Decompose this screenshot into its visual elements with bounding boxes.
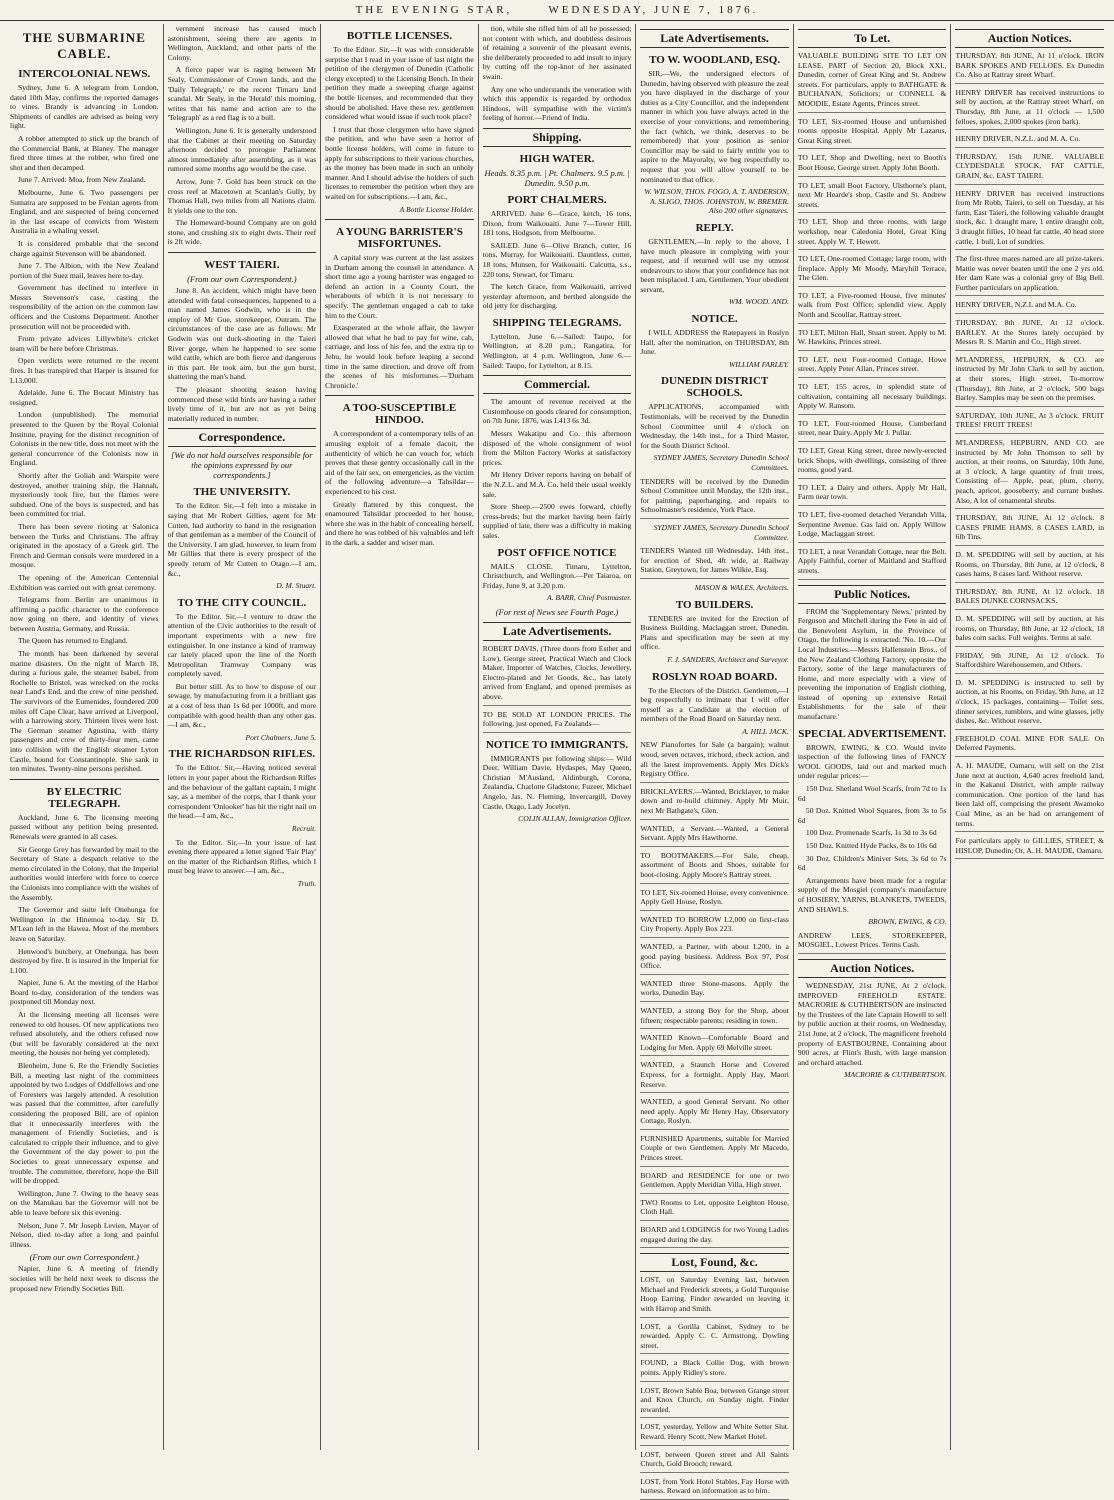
to-let-ad: TO LET, Shop and three rooms, with large workshop, near Caledonia Hotel, Great King street. Apply W. T. Hewett.: [798, 217, 947, 250]
tender-signature: SYDNEY JAMES, Secretary Dunedin School Committee.: [653, 522, 789, 542]
news-paragraph: A fierce paper war is raging between Mr Sealy, Commissioner of Crown lands, and the 'Daily Telegraph,' re the recent Timaru land scandal. Mr Sealy, in the 'Herald' this morning, writes that his name and action are to the 'Telegraph' as a red flag is to a bull.: [167, 65, 317, 123]
to-let-ad: TO LET, five-roomed detached Verandah Villa, Serpentine Avenue. Gas laid on. Apply Willow Lodge, Maclaggan street.: [798, 510, 947, 543]
auction-ad: FRIDAY, 9th JUNE, At 12 o'clock. To Staffordshire Warehousemen, and Others.: [955, 651, 1104, 674]
auction-ad: HENRY DRIVER, N.Z.L and M.A. Co.: [955, 300, 1104, 314]
column-6: [794, 24, 952, 1450]
classified-ad: WANTED, a strong Boy for the Shop, about fifteen; respectable parents; residing in town.: [640, 1006, 789, 1029]
classified-ad: TO BOOTMAKERS.—For Sale, cheap, assortment of Boots and Shoes, suitable for boot-closing. Apply Moore's Rattray street.: [640, 851, 789, 884]
news-paragraph: The Queen has returned to England.: [18, 636, 128, 646]
lost-found-ad: LOST, on Saturday Evening last, between Michael and Frederick streets, a Gold Turquoise Hoop Earring. Finder rewarded on leaving it with Harrop and Smith.: [640, 1275, 789, 1317]
news-paragraph: The opening of the American Centennial Exhibition was carried out with great ceremony.: [10, 572, 159, 592]
classified-ad: TWO Rooms to Let, opposite Leighton House, Cloth Hall.: [640, 1198, 789, 1221]
auction-ad: THURSDAY, 8th JUNE, At 11 o'clock. IRON BARK SPOKES AND FELLOES. Ex Dunedin Co. Also at Rattray street Wharf.: [955, 51, 1104, 84]
classified-ad: WANTED TO BORROW L2,000 on first-class City Property. Apply Box 223.: [640, 915, 789, 938]
to-let-ad: TO LET, 155 acres, in splendid state of cultivation, containing all necessary buildings. Apply W. Ransom.: [798, 382, 947, 415]
letter-body: To the Editor. Sir,—I venture to draw the attention of the Civic authorities to the result of important experiments with a new fire extinguisher. In one instance a kind of tramway car lately placed upon the line of the North Metropolitan Tramway Company was completely saved.: [167, 611, 317, 679]
auction-ad: SATURDAY, 10th JUNE, At 3 o'clock. FRUIT TREES! FRUIT TREES!: [955, 411, 1104, 434]
reply-body: GENTLEMEN,—In reply to the above, I have much pleasure in complying with your request, and if returned will use my utmost endeavours to show that your confidence has not been misplaced. I am, Gentlemen, Your obedient servant,: [640, 236, 789, 294]
to-let-ad: TO LET, small Boot Factory, Ulsthorne's plant, next Mr Hearde's shop, Castle and St. Andrew streets.: [798, 181, 947, 214]
news-paragraph: vernment increase has caused much astonishment, seeing there are agents in Wellington, Auckland, and other parts of the Colony.: [167, 24, 317, 62]
news-paragraph: Shortly after the Goliah and Warspite were destroyed, another training ship, the Hannah, mysteriously took fire, but the flames were subdued. One of the boys is suspected, and has been committed for trial.: [10, 470, 159, 519]
letter-title-bottle-licenses: BOTTLE LICENSES.: [346, 30, 453, 42]
headline-susceptible-hindoo: A TOO-SUSCEPTIBLE HINDOO.: [342, 402, 457, 427]
headline-electric-telegraph: BY ELECTRIC TELEGRAPH.: [46, 785, 122, 810]
goods-list-item: 50 Doz. Knitted Wool Squares, from 3s to 5s 6d: [797, 806, 947, 825]
section-late-advertisements: Late Advertisements.: [640, 29, 789, 48]
auction-ad: D. M. SPEDDING will sell by auction, at his rooms, on Thursday, 8th June, at 12 o'clock, 18 bales corn sacks. Full weights. Terms at sale.: [955, 614, 1104, 647]
news-paragraph: Melbourne, June 6. Two passengers per Sumatra are supposed to be Fenian agents from England, and are suspected of being concerned in the last escape of convicts from Western Australia in a whaling vessel.: [10, 187, 159, 236]
news-paragraph: From private advices Lillywhite's cricket team will be here before Christmas.: [10, 334, 159, 353]
article-paragraph: tion, while she rifled him of all he possessed; not content with which, and doubtless desirous of retaining a souvenir of the pleasant events, she deliberately proceeded to add insult to injury by cutting off the top-knot of her assinated swain.: [482, 24, 632, 81]
news-paragraph: The Governor and suite left Onehunga for Wellington in the Hinemoa to-day. Sir D. M'Lean left in the Hawea. Most of the members leave on Saturday.: [10, 905, 159, 943]
news-paragraph: Government has declined to interfere in Messrs Stevenson's case, casting the responsibility of the action on the common law officers and the Customs Department. Another prosecution will not be proceeded with.: [10, 283, 159, 331]
goods-list-item: 150 Doz. Knitted Hyde Packs, 8s to 10s 6d: [805, 841, 937, 850]
lost-found-ad: LOST, between Queen street and All Saints Church, Gold Brooch; reward.: [640, 1450, 789, 1473]
notice-signature: WILLIAM FARLEY.: [728, 359, 789, 369]
goods-list-item: 30 Doz. Children's Miniver Sets, 3s 6d to 7s 6d: [797, 853, 947, 873]
news-paragraph: Henwood's butchery, at Onehunga, has been destroyed by fire. It is insured in the Imperial for L100.: [10, 946, 159, 975]
road-board-title: ROSLYN ROAD BOARD.: [652, 670, 778, 683]
section-shipping: Shipping.: [483, 128, 632, 147]
building-site-ad: VALUABLE BUILDING SITE TO LET ON LEASE. PART of Section 20, Block XXI., Dunedin, corner of Great King and St. Andrew streets. For particulars, apply to BATHGATE & BUCHANAN, Solicitors; or CONNELL & MOODIE, Estate Agents, Princes street.: [798, 51, 947, 113]
news-paragraph: The Homeward-bound Company are on gold stone, and crushing six to eight dwts. Their reef is 2ft wide.: [167, 218, 317, 247]
classified-ad: FURNISHED Apartments, suitable for Married Couple or two Gentlemen. Apply Mr Macedo, Princes street.: [640, 1134, 789, 1167]
divider: [325, 219, 474, 220]
lost-found-ad: LOST, a Gorilla Cabinet, Sydney to be rewarded. Apply C. C. Armstrong, Dowling street.: [640, 1322, 789, 1355]
requisition-title: TO W. WOODLAND, ESQ.: [649, 54, 781, 66]
section-lost-found: Lost, Found, &c.: [640, 1253, 789, 1272]
shipping-paragraph: SAILED. June 6—Olive Branch, cutter, 16 tons, Murray, for Waikouaiti. Dauntless, cutter, 18 tons, Munsen, for Waikouaiti. Calcutta, s.s., 220 tons, Stewart, for Timaru.: [482, 240, 632, 279]
commercial-paragraph: Messrs Wakatipu and Co. this afternoon disposed of the whole consignment of wool from the Milton Factory Works at satisfactory prices.: [482, 429, 632, 467]
special-advertisement-note: Arrangements have been made for a regular supply of the Mosgiel (company's manufacture of HOSIERY, YARNS, BLANKETS, TWEEDS, AND SHAWLS.: [797, 875, 947, 914]
headline-young-barrister: A YOUNG BARRISTER'S MISFORTUNES.: [336, 226, 463, 251]
port-chalmers-title: PORT CHALMERS.: [507, 193, 607, 206]
subhead-intercolonial-news: INTERCOLONIAL NEWS.: [18, 68, 151, 80]
notice-body: To the Electors of the District. Gentlemen,—I beg respectfully to intimate that I will offer myself as a Candidate at the election of members of the Road Board on Saturday next.: [640, 685, 789, 724]
reply-title: REPLY.: [695, 221, 734, 234]
letter-title-city-council: TO THE CITY COUNCIL.: [177, 596, 307, 609]
news-paragraph: Sir George Grey has forwarded by mail to the Secretary of State a despatch relative to the memo circulated in the Colony, that the Imperial authorities would interfere with force to coerce the Colonists into compliance with the wishes of the Assembly.: [10, 844, 159, 902]
headline-west-taieri: WEST TAIERI.: [204, 259, 280, 272]
letter-body: To the Editor. Sir,—I felt into a mistake in saying that Mr Robert Gillies, agent for Mr Cutten, had authority to hand in the resignation of that gentleman as a member of the Council of the University. I am glad, however, to learn from Mr Gillies that there is every prospect of the speedy return of Mr Cutten to Otago.—I am, &c.,: [167, 501, 317, 578]
notice-body: I WILL ADDRESS the Ratepayers in Roslyn Hall, after the nomination, on THURSDAY, 8th June.: [640, 328, 789, 357]
article-paragraph: Exasperated at the whole affair, the lawyer allowed that what he had to pay for wine, cab, carriage, and loss of his fee, and the extra tip to Jehu, he would look before leaping a second time in the same direction, and drove off from the scenes of his misfortunes.—'Durham Chronicle.': [325, 323, 474, 390]
news-paragraph: Arrow, June 7. Gold has been struck on the cross reef at Macetown at Scanlan's Gully, by Thomas Hall, two miles from all Nations claim. It yields one to the ton.: [167, 176, 317, 215]
to-let-ad: TO LET, Six-roomed House and unfurnished rooms opposite Hospital. Apply Mr Lazarus, Great King street.: [798, 117, 947, 150]
lost-found-ad: LOST, from York Hotel Stables, Fay Horse with harness. Reward on information as to him.: [640, 1477, 789, 1500]
auction-ad: A. H. MAUDE, Oamaru, will sell on the 21st June next at auction, 4,640 acres freehold land, in the Kakanui District, with ample railway communication. One portion of the land has been laid off, comprising the present Awamoko Coal Mine, as an be had on arrangement of terms.: [955, 761, 1104, 832]
goods-list-item: 150 Doz. Shetland Wool Scarfs, from 7d to 1s 6d: [797, 784, 947, 803]
news-paragraph: Wellington, June 6. It is generally understood that the Cabinet at their meeting on Saturday afternoon decided to prorogue Parliament almost immediately after assembling, as it was rumored some months ago would be the case.: [167, 125, 317, 174]
district-schools-title: DUNEDIN DISTRICT SCHOOLS.: [660, 375, 769, 400]
shipping-paragraph: ARRIVED. June 6—Grace, ketch, 16 tons, Dixon, from Waikouaiti. June 7—Tower Hill, 181 tons, Hodgson, from Melbourne.: [482, 208, 632, 238]
letter-title-richardson-rifles: THE RICHARDSON RIFLES.: [168, 748, 316, 761]
notice-paragraph: IMMIGRANTS per following ships:— Wild Deer, William Davie, Hydaspes, May Queen, Christian M'Ausland, Aldinburgh, Corona, Zealandia, Charlotte Gladstone, Fuzeer, Michael Angelo, Jas. N. Fleming, Invercargill, Dovey Castle, Otago, Lady Jocelyn.: [482, 753, 632, 811]
auction-ad: THURSDAY, 8th JUNE, At 12 o'clock. BARLEY. At the Stores lately occupied by Messrs R. S. Martin and Co., High street.: [955, 318, 1104, 351]
column-3: [321, 24, 479, 1450]
to-let-ad: TO LET, Great King street, three newly-erected brick Shops, with dwellings, consisting of three rooms, good yard.: [798, 446, 947, 479]
to-let-ad: TO LET, a Dairy and others. Apply Mr Hall, Farm near town.: [798, 483, 947, 506]
news-continued-note: (For rest of News see Fourth Page.): [495, 606, 619, 617]
news-paragraph: Napier, June 6. A meeting of friendly societies will be held next week to discuss the proposed new Friendly Societies Bill.: [10, 1264, 159, 1293]
letter-title-university: THE UNIVERSITY.: [193, 486, 291, 499]
classified-ad: WANTED, a good General Servant. No other need apply. Apply Mr Henry Hay, Observatory Cottage, Roslyn.: [640, 1097, 789, 1130]
masthead-date: WEDNESDAY, JUNE 7, 1876.: [548, 4, 759, 16]
letter-body: To the Editor. Sir,—Having noticed several letters in your paper about the Richardson Rifles and the behaviour of the gallant captain, I might say, as a member of the corps, that I thank your correspondent 'Onlooker' has hit the right nail on the head.—I am, &c.,: [167, 763, 317, 821]
disclaimer-note: [We do not hold ourselves responsible for the opinions expressed by our correspondents.]: [171, 450, 313, 481]
storekeeper-ad: ANDREW LEES, STOREKEEPER, MOSGIEL, Lowest Prices. Terms Cash.: [798, 931, 947, 954]
to-let-ad: TO LET, Four-roomed House, Cumberland street, near Dairy. Apply Mr J. Pullar.: [798, 419, 947, 442]
notice-body: TENDERS are invited for the Erection of Business Building, Maclaggan street, Dunedin. Plans and specification may be seen at my office.: [640, 613, 789, 652]
tender-advertisement: TENDERS will be received by the Dunedin School Committee until Monday, the 12th inst., for painting, paperhanging, and repairs to Schoolmaster's residence, York Place.: [640, 477, 789, 519]
special-advertisement-title: SPECIAL ADVERTISEMENT.: [798, 727, 947, 740]
high-water-times: Heads. 8.35 p.m. | Pt. Chalmers. 9.5 p.m. | Dunedin. 9.50 p.m.: [484, 167, 630, 188]
high-water-title: HIGH WATER.: [519, 152, 595, 165]
news-paragraph: Adelaide, June 6. The Bocaut Ministry has resigned.: [10, 388, 159, 407]
news-paragraph: At the licensing meeting all licenses were renewed to old houses. Of new applications two refused absolutely, and the others refused now (but will be favorably considered at the next meeting, the houses not being yet completed).: [10, 1010, 159, 1058]
section-auction-notices: Auction Notices.: [955, 29, 1104, 48]
letter-body: To the Editor. Sir,—It was with considerable surprise that I read in your issue of last night the petition of the clergymen of Dunedin (Catholic clergy excepted) to the Licensing Bench. In their petition they made a sweeping charge against the bottle licenses, and recommended that they should be abolished. Have these rev. gentlemen considered what would issue if such took place?: [325, 45, 474, 122]
tender-advertisement: TENDERS Wanted till Wednesday, 14th inst., for erection of Shed, 4ft wide, at Railway Station, Greytown, for James Wilkie, Esq.: [640, 546, 789, 579]
requisition-body: SIR,—We, the undersigned electors of Dunedin, having observed with pleasure the zeal you have displayed in the discharge of your duties as a City Councillor, and the independent manner in which you have always acted in the exercise of your convictions, and remembering the fact (which, we think, deserves to be remembered) that your position as senior Councillor may be said to fairly entitle you to aspire to the Mayoralty, we beg respectfully to request that you will allow yourself to be nominated to that office.: [640, 69, 789, 184]
section-public-notices: Public Notices.: [798, 585, 947, 604]
advertisement-robert-davis: ROBERT DAVIS, (Three doors from Esther and Low), George street, Practical Watch and Clock Maker, Importer of Watches, Clocks, Jewellery, Electro-plated and Jet Goods, &c., has lately arrived from England, and opened premises as above.: [483, 644, 632, 706]
masthead-title: THE EVENING STAR,: [355, 4, 513, 16]
lost-found-ad: LOST, yesterday, Yellow and White Setter Slut. Reward. Henry Scott, New Market Hotel.: [640, 1422, 789, 1445]
notice-signature: F. J. SANDERS, Architect and Surveyor.: [667, 654, 789, 664]
news-paragraph: Open verdicts were returned re the recent fires. It has transpired that Harper is insured for L13,000.: [10, 356, 159, 385]
shipping-paragraph: The ketch Grace, from Waikouaiti, arrived yesterday afternoon, and berthed alongside the old jetty for discharging.: [482, 282, 632, 311]
article-paragraph: Greatly flattered by this conquest, the enamoured Tahsildar proceeded to her house, where she was in the habit of concealing herself, and there he was robbed of his valuables and left in the dark, a sadder and wiser man.: [325, 499, 474, 547]
divider: [10, 779, 159, 780]
auction-ad: THURSDAY, 8th JUNE, At 12 o'clock. 8 CASES PRIME HAMS. 8 CASES LARD, in 6lb Tins.: [955, 513, 1104, 546]
news-paragraph: Napier, June 6. At the meeting of the Harbor Board to-day, consideration of the tenders was postponed till Monday next.: [10, 978, 159, 1007]
requisition-signatures: W. WILSON, THOS. FOGO, A. T. ANDERSON, A. SLIGO, THOS. JOHNSTON, W. BREMER. Also 200 other signatures.: [644, 187, 789, 216]
post-office-notice-title: POST OFFICE NOTICE: [497, 546, 617, 559]
news-paragraph: June 7. Arrived: Moa, from New Zealand.: [18, 175, 146, 185]
to-let-ad: TO LET, a Five-roomed House, five minutes' walk from Post Office; splendid view. Apply North and Scoullar, Rattray street.: [798, 291, 947, 324]
column-5: [636, 24, 794, 1496]
advertisement-signature: BROWN, EWING, & CO.: [868, 917, 947, 927]
auction-ad: D. M. SPEDDING is instructed to sell by auction, at his Rooms, on Friday, 9th June, at 12 o'clock, 15 packages, containing— Toilet sets, dinner services, tumblers, and wine glasses, jelly dishes, &c. Without reserve.: [955, 678, 1104, 730]
auction-signature: MACRORIE & CUTHBERTSON.: [844, 1070, 947, 1080]
telegraph-news: [10, 813, 159, 1293]
column-4: [479, 24, 637, 1450]
news-paragraph: It is considered probable that the second charge against Stevenson will be abandoned.: [10, 238, 159, 258]
news-paragraph: The pleasant shooting season having commenced these wild birds are having a rather lively time of it, but are not as yet being materially reduced in number.: [167, 385, 317, 423]
shipping-telegrams-title: SHIPPING TELEGRAMS.: [492, 316, 622, 329]
notice-immigrants-title: NOTICE TO IMMIGRANTS.: [485, 738, 629, 751]
to-let-ad: TO LET, Milton Hall, Stuart street. Apply to M. W. Hawkins, Princes street.: [798, 328, 947, 351]
columns: [6, 24, 1108, 1496]
letter-signature: A Bottle License Holder.: [399, 204, 474, 214]
section-correspondence: Correspondence.: [168, 428, 317, 447]
cable-news: [10, 83, 159, 774]
auction-ad: M'LANDRESS, HEPBURN, & CO. are instructed by Mr John Clark to sell by auction, at their stores, High street, To-morrow (Thursday), 8th June, at 2 o'clock, 500 bags Barley. Samples may be seen on the premises.: [955, 355, 1104, 407]
news-paragraph: Blenheim, June 6. Re the Friendly Societies Bill, a meeting last night of the committees appointed by two Lodges of Oddfellows and one of Foresters was largely attended. A resolution was passed that the committee, after carefully considering the proposed Bill, are of opinion that it unnecessarily interferes with the management of Friendly Societies, and is calculated to cripple their influence, and to give the Government of the day power to put the Societies to great unnecessary expense and trouble. The committee, therefore, hope the Bill will be dropped.: [10, 1061, 159, 1186]
notice-body: APPLICATIONS, accompanied with Testimonials, will be received by the Dunedin School Committee until 4 o'clock on Wednesday, the 14th inst., for a Third Master, for the South District School.: [640, 402, 789, 450]
column-7: [951, 24, 1108, 1450]
classified-ad: BOARD and LODGINGS for two Young Ladies engaged during the day.: [640, 1225, 789, 1248]
divider: [325, 395, 474, 396]
notice-title: NOTICE.: [691, 313, 738, 326]
letter-body: But better still. As to how to dispose of our sewage, by manufacturing from it a brilliant gas at a cost of less than 1s 6d per 1000ft, and more compatible with good health than any other gas.—I am, &c.,: [167, 681, 317, 730]
letter-signature: Truth.: [297, 878, 317, 888]
auction-ad: HENRY DRIVER has received instructions to sell by auction, at the Rattray street Wharf, on Thursday, 8th June, at 11 o'clock — 1,500 felloes, spokes, 2,000 spokes (iron bark).: [955, 88, 1104, 130]
auction-ad: For particulars apply to GILLIES, STREET, & HISLOP, Dunedin; Or, A. H. MAUDE, Oamaru.: [955, 836, 1104, 859]
auction-ad: THURSDAY, 8th JUNE, At 12 o'clock. 18 BALES DUNKE CORNSACKS.: [955, 587, 1104, 610]
section-auction-notices: Auction Notices.: [798, 959, 947, 978]
headline-submarine-cable: THE SUBMARINE CABLE.: [22, 30, 146, 61]
letter-signature: Port Chalmers, June 5.: [245, 732, 317, 742]
article-paragraph: A correspondent of a contemporary tells of an amusing exploit of a female dacoit, the authenticity of which he can vouch for, which proves that these gentry occasionally call in the aid of the fair sex, on emergencies, as the victim of the following adventure—a Tahsildar—experienced to his cost.: [325, 429, 474, 496]
correspondent-note: (From our own Correspondent.): [29, 1252, 139, 1263]
letter-signature: Recruit.: [291, 824, 317, 833]
commercial-paragraph: The amount of revenue received at the Customhouse on goods cleared for consumption, on 7th June, 1876, was L413 6s 3d.: [482, 397, 632, 426]
masthead: [0, 0, 1114, 21]
advertisement-london-prices: TO BE SOLD AT LONDON PRICES. The following, just opened, Fa Zealands—: [483, 710, 632, 733]
lost-found-ad: LOST, Brown Sable Boa, between Grange street and Knox Church, on Sunday night. Finder rewarded.: [640, 1386, 789, 1419]
letter-body: I trust that those clergymen who have signed the petition, and who have seen a horror of bottle license holders, will come in future to apply for subscriptions to their various churches, as the money has been made in such an unholy manner. And I should advise the holders of such licenses to remember the petition when they are waited on for subscriptions.—I am, &c.,: [325, 124, 474, 201]
to-let-ad: TO LET, a neat Verandah Cottage, near the Belt. Apply Faithful, corner of Maitland and Stafford streets.: [798, 547, 947, 580]
shipping-paragraph: Lyttelton, June 6.—Sailed: Taupo, for Wellington, at 8.20 p.m.; Rangatira, for Wellington, at 4 p.m. Wellington, June 6.—Sailed: Taupo, for Lyttelton, at 8.15.: [482, 331, 632, 370]
article-paragraph: A capital story was current at the last assizes in Durham among the counsel in attendance. A short time ago a young barrister was engaged to defend an action in a County Court, the wherabouts of which it is not necessary to specify. The gentleman engaged a cab to take him to the Court.: [325, 253, 474, 320]
article-paragraph: Any one who understands the veneration with which this appendix is regarded by orthodox Hindoos, will sympathise with the victim's feeling of horror.—Friend of India.: [482, 84, 632, 123]
goods-list-item: 100 Doz. Promenade Scarfs, 1s 3d to 3s 6d: [805, 828, 937, 838]
notice-paragraph: MAILS CLOSE. Timaru, Lyttelton, Christchurch, and Wellington.—Per Taiaroa, on Friday, June 9, at 3.20 p.m.: [482, 561, 632, 590]
news-paragraph: Auckland, June 6. The licensing meeting passed without any petition being presented. Renewals were granted in all cases.: [10, 812, 159, 841]
section-to-let: To Let.: [798, 29, 947, 48]
classified-ad: WANTED, a Staunch Horse and Covered Express, for a fortnight. Apply Hay, Maori Reserve.: [640, 1060, 789, 1093]
auction-ad: D. M. SPEDDING will sell by auction, at his Rooms, on Thursday, 8th June, at 12 o'clock, 8 cases hams, 8 cases lard. Without reserve.: [955, 550, 1104, 583]
news-paragraph: Sydney, June 6. A telegram from London, dated 10th May, confirms the reported damages to vines. Brandy is advancing in London. Shipments of candles are advised as being very light.: [10, 83, 159, 131]
auction-ad: M'LANDRESS, HEPBURN, AND CO. are instructed by Mr John Thomson to sell by auction, at their rooms, on Saturday, 10th June, at 3 o'clock, A large quantity of fruit trees, Consisting of— Apple, pear, plum, cherry, peach, apricot, gooseberry, and currant bushes. Also, A lot of ornamental shrubs.: [955, 438, 1104, 509]
correspondent-note: (From our own Correspondent.): [187, 274, 297, 285]
news-paragraph: A robber attempted to stick up the branch of the Commercial Bank, at Blaney. The manager fired three times at the robber, who fired one shot and then decamped.: [10, 133, 159, 172]
notice-signature: A. HILL JACK.: [742, 726, 789, 736]
auction-ad: HENRY DRIVER, N.Z.L. and M. A. Co.: [955, 134, 1104, 148]
auction-ad: HENRY DRIVER has received instructions from Mr Robb, Taieri, to sell on Tuesday, at his farm, East Taieri, the following valuable draught stock, &c. 1 draught mare, 1 entire draught colt, 3 draught fillies, 10 head fat cattle, 40 head store cattle, 1 bull, Lot of sundries.: [955, 189, 1104, 251]
notice-signature: A. BARR, Chief Postmaster.: [546, 593, 632, 603]
column-1: [6, 24, 164, 1450]
news-paragraph: Nelson, June 7. Mr Joseph Levien, Mayor of Nelson, died to-day after a long and painful illness.: [10, 1220, 159, 1249]
letter-body: To the Editor. Sir,—In your issue of last evening there appeared a letter signed 'Fair Play' on the matter of the Richardson Rifles, which I must beg leave to answer.—I am, &c.,: [167, 837, 317, 876]
reply-signature: WM. WOOD. AND.: [728, 297, 789, 307]
to-let-ad: TO LET, next Four-roomed Cottage, Howe street. Apply Peter Allan, Princes street.: [798, 355, 947, 378]
to-let-ad: TO LET, Shop and Dwelling, next to Booth's Boot House, George street. Apply John Booth.: [798, 153, 947, 176]
classified-ad: BOARD and RESIDENCE for one or two Gentlemen. Apply Meridian Villa, High street.: [640, 1171, 789, 1194]
divider: [168, 252, 317, 253]
news-paragraph: Wellington, June 7. Owing to the heavy seas on the Manukau bar the Governor will not be able to leave before six this evening.: [10, 1188, 159, 1217]
classified-ad: WANTED three Stone-masons. Apply the works, Dunedin Bay.: [640, 979, 789, 1002]
public-notice-body: FROM the 'Supplementary News,' printed by Ferguson and Mitchell during the Fete in aid of the Benevolent Asylum, in the Province of Otago, the following is extracted: 'No. 10.—Our Local Industries.—Messrs Hallenstein Bros., of the New Zealand Clothing Factory, opposite the Factory, some of the large manufacturers of Home, and more especially with a view of preventing the importation of English clothing, instead of opening up extensive Retail Establishments for the sale of their manufacture.': [797, 606, 947, 722]
auction-ad: The first-three mares named are all prize-takers. Mattie was never beaten until the one 2 yrs old. Her dam Kate was a colonial grey of Big Bell. Further particulars on application.: [955, 254, 1104, 296]
classified-ad: NEW Pianofortes for Sale (a bargain); walnut wood, seven octaves, trichord, check action, and all the latest improvements. Apply Mrs Dick's Registry Office.: [640, 740, 789, 782]
classified-ad: TO LET, Six-roomed House, every convenience. Apply Gell House, Roslyn.: [640, 888, 789, 911]
news-paragraph: June 8. An accident, which might have been attended with fatal consequences, happened to a man named James Godwin, who is in the employ of Mr Gue, storekeeper, Outram. The circumstances of the case are as follows: Mr Godwin was out duck-shooting in the Taieri River gorge, when he happened to see some wild cattle, which are both fierce and dangerous in this part. He took aim, but the gun burst, shattering the man's hand.: [167, 286, 317, 382]
classified-ad: BRICKLAYERS.—Wanted, Bricklayer, to make down and re-build chimney. Apply Mr Muir, next Mr Bathgate's, Glen.: [640, 787, 789, 820]
commercial-paragraph: Mr Henry Driver reports having on behalf of the N.Z.L. and M.A. Co. held their usual weekly sale.: [482, 470, 632, 499]
classified-ad: WANTED, a Partner, with about L200, in a good paying business. Address Box 97, Post Office.: [640, 942, 789, 975]
builders-title: TO BUILDERS.: [675, 598, 754, 611]
notice-signature: COLIN ALLAN, Immigration Officer.: [518, 814, 632, 824]
news-paragraph: London (unpublished). The memorial presented to the Queen by the Royal Colonial Institute, praying for the distinct recognition of Colonists in the new title, does not meet with the general concurrence of the Colonists now in England.: [10, 410, 159, 468]
section-late-advertisements: Late Advertisements.: [483, 622, 632, 641]
letter-signature: D. M. Stuart.: [276, 581, 317, 591]
classified-ad: WANTED Known—Comfortable Board and Lodging for Men. Apply 69 Melville street.: [640, 1033, 789, 1056]
news-paragraph: There has been severe rioting at Salonica between the Turks and Christians. The affray originated in the apostacy of a Greek girl. The French and German consuls were murdered in a mosque.: [10, 521, 159, 570]
lost-found-ad: FOUND, a Black Collie Dog, with brown points. Apply Ridley's store.: [640, 1358, 789, 1381]
news-paragraph: Telegrams from Berlin are unanimous in affirming a pacific character to the conference now going on there, and identity of views between Austria, Germany, and Russia.: [10, 595, 159, 633]
special-advertisement-body: BROWN, EWING, & CO. Would invite inspection of the following lines of FANCY WOOL GOODS, laid out and marked much under regular prices:—: [797, 742, 947, 781]
to-let-ad: TO LET, One-roomed Cottage; large room, with fireplace. Apply Mr Moody, Maryhill Terrace, The Glen.: [798, 254, 947, 287]
news-paragraph: June 7. The Albion, with the New Zealand portion of the Suez mail, leaves here to-day.: [10, 261, 159, 280]
auction-ad: FREEHOLD COAL MINE FOR SALE. On Deferred Payments.: [955, 734, 1104, 757]
commercial-paragraph: Store Sheep.—2500 ewes forward, chiefly cross-breds; but the market having been fairly supplied of late, there was a difficulty in making sales.: [482, 502, 632, 540]
notice-signature: SYDNEY JAMES, Secretary Dunedin School Committees.: [653, 453, 789, 472]
auction-ad: THURSDAY, 15th JUNE. VALUABLE CLYDESDALE STOCK, FAT CATTLE, GRAIN, &c. EAST TAIERI.: [955, 152, 1104, 185]
classified-ad: WANTED, a Servant.—Wanted, a General Servant. Apply Mrs Hawthorne.: [640, 824, 789, 847]
section-commercial: Commercial.: [483, 375, 632, 394]
news-paragraph: The month has been darkened by several marine disasters. On the night of March 18, during a furious gale, the steamer Isabel, from Rochelle to Bristol, was wrecked on the rocks near Land's End, and the crew of nine perished. The survivors of the Eumenides, foundered 200 miles off Cape Clear, have arrived at Liverpool, with a harrowing story. Thirteen lives were lost. The German steamer Agustina, with thirty passengers and crew of thirty-four men, came into collision with the English steamer Lyton Castle, bound for Constantinople. She sank in ten minutes. Twenty-nine persons perished.: [10, 649, 159, 774]
tender-signature: MASON & WALES, Architects.: [694, 582, 789, 592]
auction-body: WEDNESDAY, 21st JUNE, At 2 o'clock. IMPROVED FREEHOLD ESTATE. MACRORIE & CUTHBERTSON are instructed by the Trustees of the late Captain Howell to sell by public auction at their rooms, on Wednesday, 21st June, at 2 o'clock, The magnificent freehold property of EASTBOURNE, Containing about 900 acres, at Flint's Bush, with large mansion and orchard attached.: [797, 980, 947, 1067]
column-2: [164, 24, 322, 1450]
